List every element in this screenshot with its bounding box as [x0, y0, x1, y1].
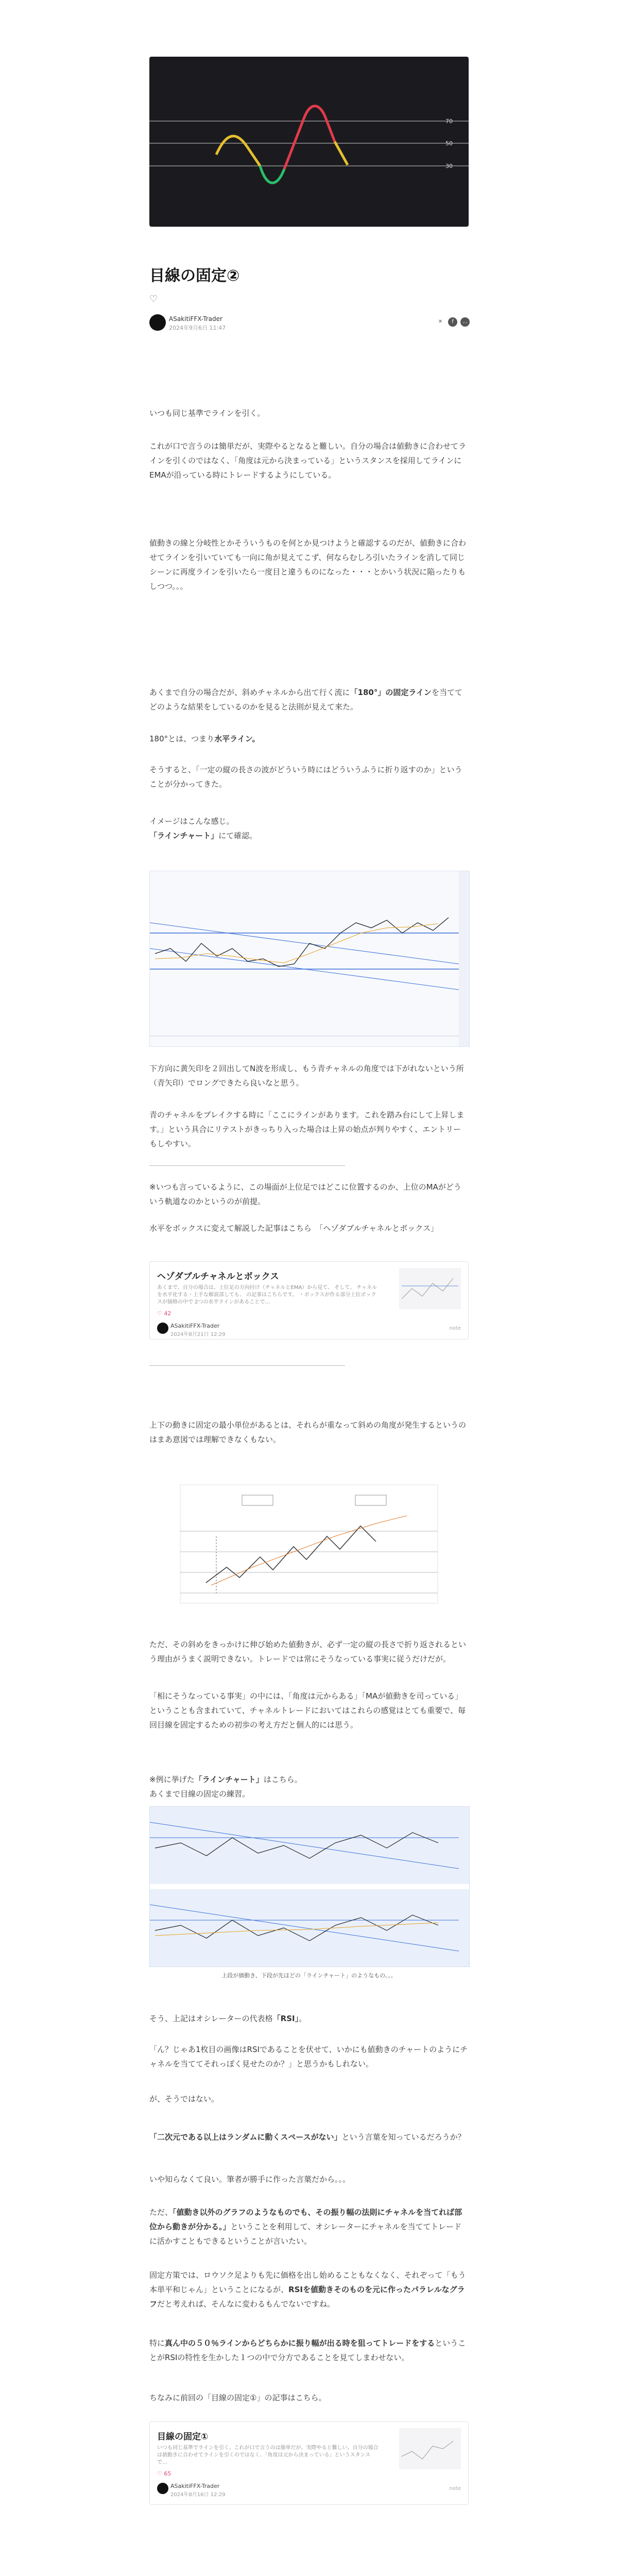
card-author: ASakitiFFX-Trader [170, 2483, 220, 2489]
card-title: 目線の固定① [157, 2432, 209, 2442]
author-avatar[interactable] [149, 314, 166, 331]
paragraph: 「相にそうなっている事実」の中には、「角度は元からある」「MAが値動きを司っている」ということも含まれていて、チャネルトレードにおいてはこれらの感覚はとても重要で、毎回目線を固定するための初歩の考え方だと個人的には思う。 [149, 1691, 466, 1730]
paragraph: ただ、その斜めをきっかけに伸び始めた値動きが、必ず一定の縦の長さで折り返されるという理由がうまく説明できない。トレードでは常にそうなっている事実に従うだけだが。 [149, 1640, 467, 1664]
card-author-avatar [157, 2483, 168, 2494]
paragraph: いや知らなくて良い。筆者が勝手に作った言葉だから。。。 [149, 2175, 351, 2184]
linked-article-card[interactable] [149, 1261, 469, 1340]
more-share-icon[interactable]: … [460, 317, 470, 327]
paragraph: 「二次元である以上はランダムに動くスペースがない」という言葉を知っているだろうか？ [149, 2132, 466, 2142]
card-date: 2024年8月21日 12:29 [170, 1332, 226, 1337]
paragraph: ただ、「値動き以外のグラフのようなものでも、その振り幅の法則にチャネルを当てれば部位から動きが分かる。」ということを利用して、オシレーターにチャネルを当ててトレードに活かすこともできるということが言いたい。 [149, 2208, 462, 2246]
hero-image [149, 57, 469, 227]
line-chart-image [149, 871, 470, 1047]
card-like-count: ♡ 65 [157, 2470, 171, 2477]
divider [149, 1365, 345, 1366]
card-author-avatar [157, 1323, 168, 1334]
hero-label-30: 30 [445, 163, 453, 170]
article-title: 目線の固定② [149, 267, 240, 285]
paragraph: が、そうではない。 [149, 2094, 219, 2104]
card-thumbnail [399, 1268, 461, 1309]
card-description: いつも同じ基準でラインを引く。これが口で言うのは簡単だが、実際やると難しい。自分の場合は値動きに合わせてラインを引くのではなく、「角度は元から決まっている」というスタンスで… [157, 2445, 379, 2465]
paragraph: いつも同じ基準でラインを引く。 [149, 409, 265, 418]
paragraph: 固定方策では、ロウソク足よりも先に価格を出し始めることもなくなく、それぞって「もう本単平和じゃん」ということになるが、RSIを値動きそのものを元に作ったパラレルなグラフだと考えれば、そんなに変わるもんでないですね。 [149, 2270, 466, 2309]
divider [149, 1165, 345, 1166]
hero-label-50: 50 [445, 140, 453, 147]
note-logo: note [449, 1326, 461, 1331]
hero-label-70: 70 [445, 118, 453, 125]
paragraph: イメージはこんな感じ。 「ラインチャート」にて確認。 [149, 817, 258, 840]
paragraph: 「ん？じゃあ1枚目の画像はRSIであることを伏せて、いかにも値動きのチャートのようにチャネルを当ててそれっぽく見せたのか？」と思うかもしれない。 [149, 2045, 468, 2069]
post-date: 2024年9月6日 11:47 [169, 325, 226, 331]
card-thumbnail [399, 2428, 461, 2469]
hero-chart [149, 57, 469, 227]
like-heart-icon[interactable]: ♡ [149, 294, 158, 304]
paragraph: ちなみに前回の「目線の固定①」の記事はこちら。 [149, 2393, 327, 2402]
paragraph: ※いつも言っているように、この場面が上位足ではどこに位置するのか、上位のMAがどういう軌道なのかというのが前提。 [149, 1182, 461, 1206]
paragraph: 180°とは、つまり水平ライン。 [149, 734, 260, 743]
card-description: あくまで、自分の場合は、上位足の方向付け（チャネルとEMA）から見て、 そして、 チャネルを水平化する・上手な解説部しても、 の記事はこちらです。 ・ボックスが作る部分上位ボックスが価格の中で 2つの水平ラインがあることで… [157, 1285, 377, 1305]
author-name[interactable]: ASakitiFFX-Trader [169, 315, 222, 323]
linked-article-card[interactable] [149, 2421, 469, 2505]
paragraph: 水平をボックスに変えて解説した記事はこちら 「ヘゾダブルチャネルとボックス」 [149, 1224, 439, 1233]
image-caption: 上段が価動き、下段が先ほどの「ラインチャート」のようなもの。。。 [221, 1972, 397, 1979]
card-like-count: ♡ 42 [157, 1310, 171, 1317]
note-logo: note [449, 2486, 461, 2492]
paragraph: 青のチャネルをブレイクする時に「ここにラインがあります。これを踏み台にして上昇します。」という具合にリテストがきっちり入った場合は上昇の始点が判りやすく、エントリーもしやすい。 [149, 1110, 465, 1148]
paragraph: 下方向に黄矢印を２回出してN波を形成し、もう青チャネルの角度では下がれないという所（青矢印）でロングできたら良いなと思う。 [149, 1064, 464, 1088]
paragraph: あくまで自分の場合だが、斜めチャネルから出て行く流に「180°」の固定ラインを当ててどのような結果をしているのかを見ると法則が見えて来た。 [149, 688, 462, 711]
paragraph: ※例に挙げた「ラインチャート」はこちら。 あくまで目線の固定の練習。 [149, 1775, 302, 1799]
paragraph: 特に真ん中の５０％ラインからどちらかに振り幅が出る時を狙ってトレードをするということがRSIの特性を生かした１つの中で分方であることを見てしまわせない。 [149, 2338, 466, 2362]
wave-diagram-image [149, 1475, 469, 1614]
facebook-share-icon[interactable]: f [448, 317, 457, 327]
card-date: 2024年8月16日 12:29 [170, 2492, 226, 2498]
x-share-icon[interactable]: ✕ [436, 317, 445, 327]
rsi-chart-image [149, 1806, 470, 1967]
card-author: ASakitiFFX-Trader [170, 1323, 220, 1329]
paragraph: 上下の動きに固定の最小単位があるとは、それらが重なって斜めの角度が発生するというのはまあ意図では理解できなくもない。 [149, 1420, 467, 1444]
paragraph: そうすると、「一定の縦の長さの波がどういう時にはどういうふうに折り返すのか」ということが分かってきた。 [149, 765, 462, 789]
paragraph: そう、上記はオシレーターの代表格「RSI」。 [149, 2014, 307, 2023]
paragraph: これが口で言うのは簡単だが、実際やるとなると難しい。自分の場合は値動きに合わせてラインを引くのではなく、「角度は元から決まっている」というスタンスを採用してラインにEMAが沿っている時にトレードするようにしている。 [149, 442, 467, 480]
card-title: ヘゾダブルチャネルとボックス [157, 1272, 279, 1282]
paragraph: 値動きの線と分岐性とかそういうものを何とか見つけようと確認するのだが、値動きに合わせてラインを引いていても一向に角が見えてこず、何ならむしろ引いたラインを消して同じシーンに再度ラインを引いたら一度目と違うものになった・・・とかいう状況に陥ったりもしつつ。。。 [149, 538, 467, 591]
